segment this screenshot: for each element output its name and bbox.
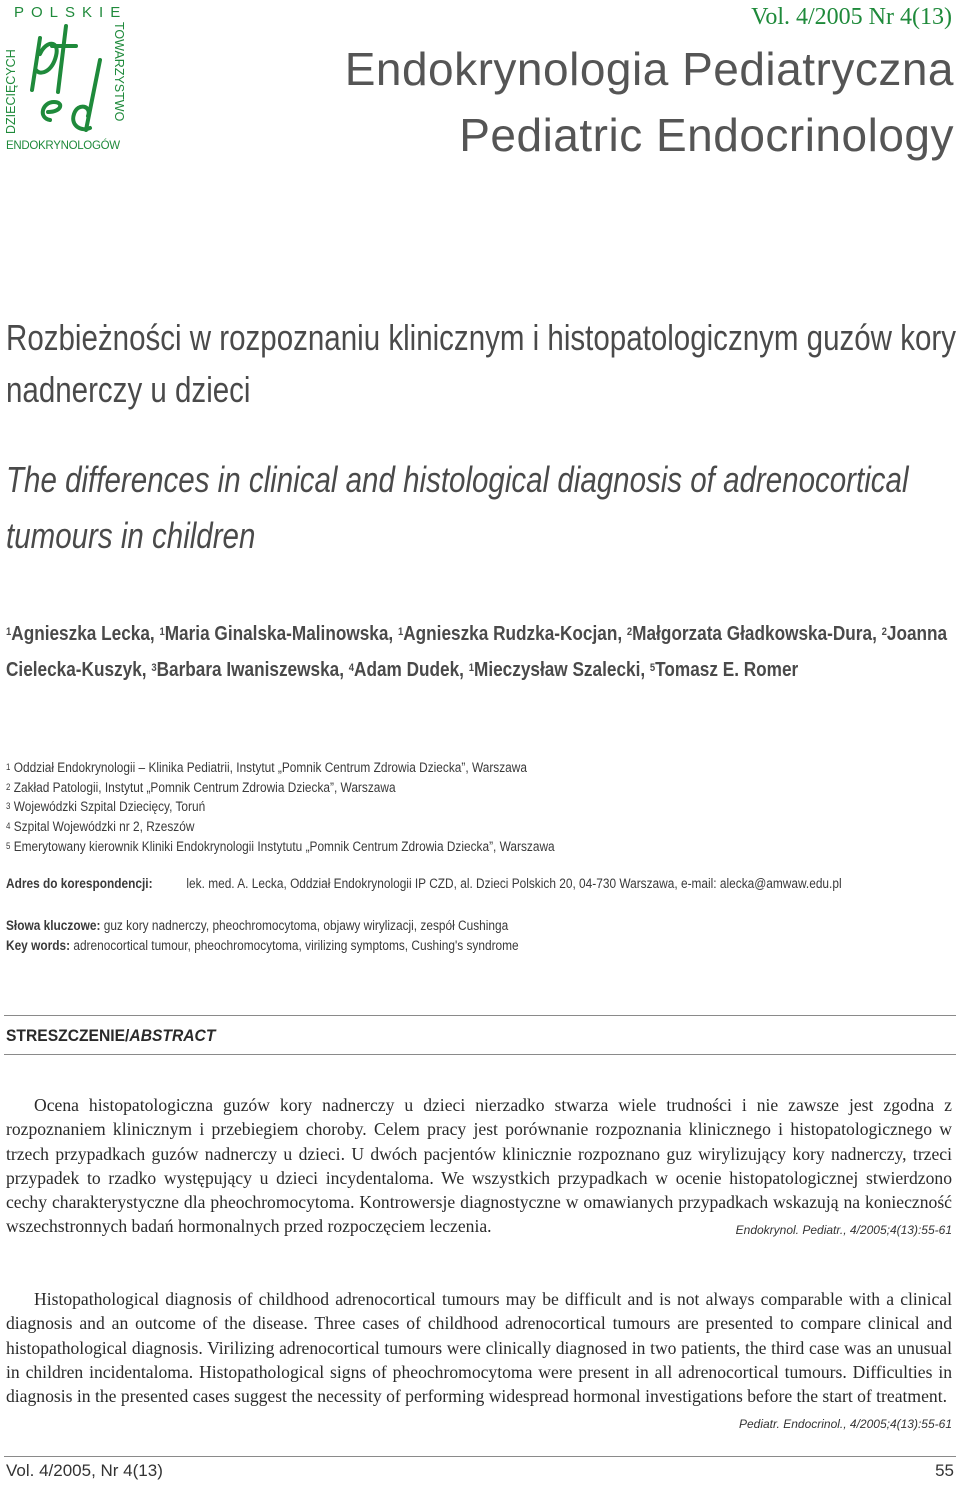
- correspondence: [6, 876, 960, 891]
- affiliation: $^2$ Zakład Patologii, Instytut „Pomnik Centrum Zdrowia Dziecka”, Warszawa: [6, 779, 396, 795]
- affiliation: $^1$ Oddział Endokrynologii – Klinika Pediatrii, Instytut „Pomnik Centrum Zdrowia Dziecka”, Warszawa: [6, 760, 527, 775]
- article-title-pl-line: nadnerczy u dzieci: [6, 369, 251, 410]
- abstract-heading: STRESZCZENIE/ABSTRACT: [6, 1026, 216, 1045]
- footer-volume: Vol. 4/2005, Nr 4(13): [6, 1461, 163, 1480]
- affiliation: $^3$ Wojewódzki Szpital Dziecięcy, Toruń: [6, 799, 206, 815]
- article-title-en: [6, 452, 949, 564]
- keywords-pl: Słowa kluczowe: guz kory nadnerczy, pheochromocytoma, objawy wirylizacji, zespół Cushinga: [6, 918, 509, 933]
- author: $^2$Joanna Cielecka-Kuszyk,: [6, 623, 948, 681]
- journal-title-pl: Endokrynologia Pediatryczna: [344, 43, 954, 95]
- author: $^1$Agnieszka Lecka,: [6, 623, 160, 645]
- author: $^2$Małgorzata Gładkowska-Dura,: [626, 623, 882, 645]
- correspondence-label: Adres do korespondencji:: [6, 876, 153, 891]
- affiliation: $^5$ Emerytowany kierownik Kliniki Endokrynologii Instytutu „Pomnik Centrum Zdrowia Dziecka”, Warszawa: [6, 838, 555, 854]
- author: $^1$Mieczysław Szalecki,: [468, 659, 650, 681]
- volume-label: Vol. 4/2005 Nr 4(13): [751, 4, 952, 30]
- author: $^4$Adam Dudek,: [348, 659, 469, 681]
- correspondence-text: lek. med. A. Lecka, Oddział Endokrynologii IP CZD, al. Dzieci Polskich 20, 04-730 Warszawa, e-mail: alecka@amwaw.edu.pl: [186, 876, 842, 891]
- logo-text-left: DZIECIĘCYCH: [4, 49, 18, 134]
- article-title-pl: [6, 312, 957, 416]
- abstract-pl-text: Ocena histopatologiczna guzów kory nadnerczy u dzieci nierzadko stwarza wiele trudności i nie zawsze jest zgodna z rozpoznaniem klinicznym i przebiegiem choroby. Celem pracy jest porównanie rozpoznania klinicznego i histopatologicznego w trzech przypadkach guzów nadnerczy u dzieci. U dwóch pacjentów klinicznie rozpoznano guz wirylizujący kory nadnerczy, trzeci przypadek to rzadko występujący u dzieci incydentaloma. We wszystkich przypadkach w ocenie histopatologicznej stwierdzono cechy charakterystyczne dla pheochromocytoma. Kontrowersje diagnostyczne w omawianych przypadkach wskazują na konieczność wszechstronnych badań hormonalnych przed rozpoczęciem leczenia.: [6, 1095, 952, 1237]
- abstract-en: [6, 1287, 952, 1437]
- keywords: [6, 916, 960, 956]
- author: $^1$Agnieszka Rudzka-Kocjan,: [397, 623, 627, 645]
- article-title-en-line: tumours in children: [6, 515, 256, 556]
- abstract-en-text: Histopathological diagnosis of childhood adrenocortical tumours may be difficult and is not always comparable with a clinical diagnosis and an outcome of the disease. Three cases of childhood adrenocortical tumours are presented to compare clinical and histopathological diagnosis. Virilizing adrenocortical tumours were clinically diagnosed in two patients, the third case was an unusual in children incidentaloma. Histopathological signs of pheochromocytoma were present in all adrenocortical tumours. Difficulties in diagnosis in the presented cases suggest the necessity of performing widespread hormonal investigations before the start of treatment.: [6, 1289, 952, 1407]
- affiliation-list: [6, 758, 960, 857]
- author-list: [6, 616, 952, 688]
- logo-text-top: POLSKIE: [14, 4, 128, 21]
- journal-title-en: Pediatric Endocrinology: [459, 109, 954, 161]
- article-title-pl-line: Rozbieżności w rozpoznaniu klinicznym i histopatologicznym guzów kory: [6, 317, 956, 358]
- citation-pl: Endokrynol. Pediatr., 4/2005;4(13):55-61: [735, 1223, 952, 1238]
- author: $^3$Barbara Iwaniszewska,: [151, 659, 349, 681]
- divider: [4, 1015, 956, 1016]
- article-title-en-line: The differences in clinical and histological diagnosis of adrenocortical: [6, 459, 909, 500]
- affiliation: $^4$ Szpital Wojewódzki nr 2, Rzeszów: [6, 819, 195, 835]
- author: $^1$Maria Ginalska-Malinowska,: [159, 623, 398, 645]
- journal-logo: [4, 4, 128, 154]
- author: $^5$Tomasz E. Romer: [649, 659, 799, 681]
- citation-en: Pediatr. Endocrinol., 4/2005;4(13):55-61: [738, 1417, 952, 1432]
- page-number: 55: [935, 1461, 954, 1480]
- keywords-en: Key words: adrenocortical tumour, pheochromocytoma, virilizing symptoms, Cushing's syndrome: [6, 938, 519, 953]
- abstract-pl: [6, 1093, 952, 1243]
- logo-mark-icon: [22, 20, 108, 138]
- logo-text-bottom: ENDOKRYNOLOGÓW: [6, 140, 120, 152]
- footer-divider: [4, 1456, 956, 1457]
- divider: [4, 1054, 956, 1055]
- logo-text-right: TOWARZYSTWO: [112, 22, 126, 122]
